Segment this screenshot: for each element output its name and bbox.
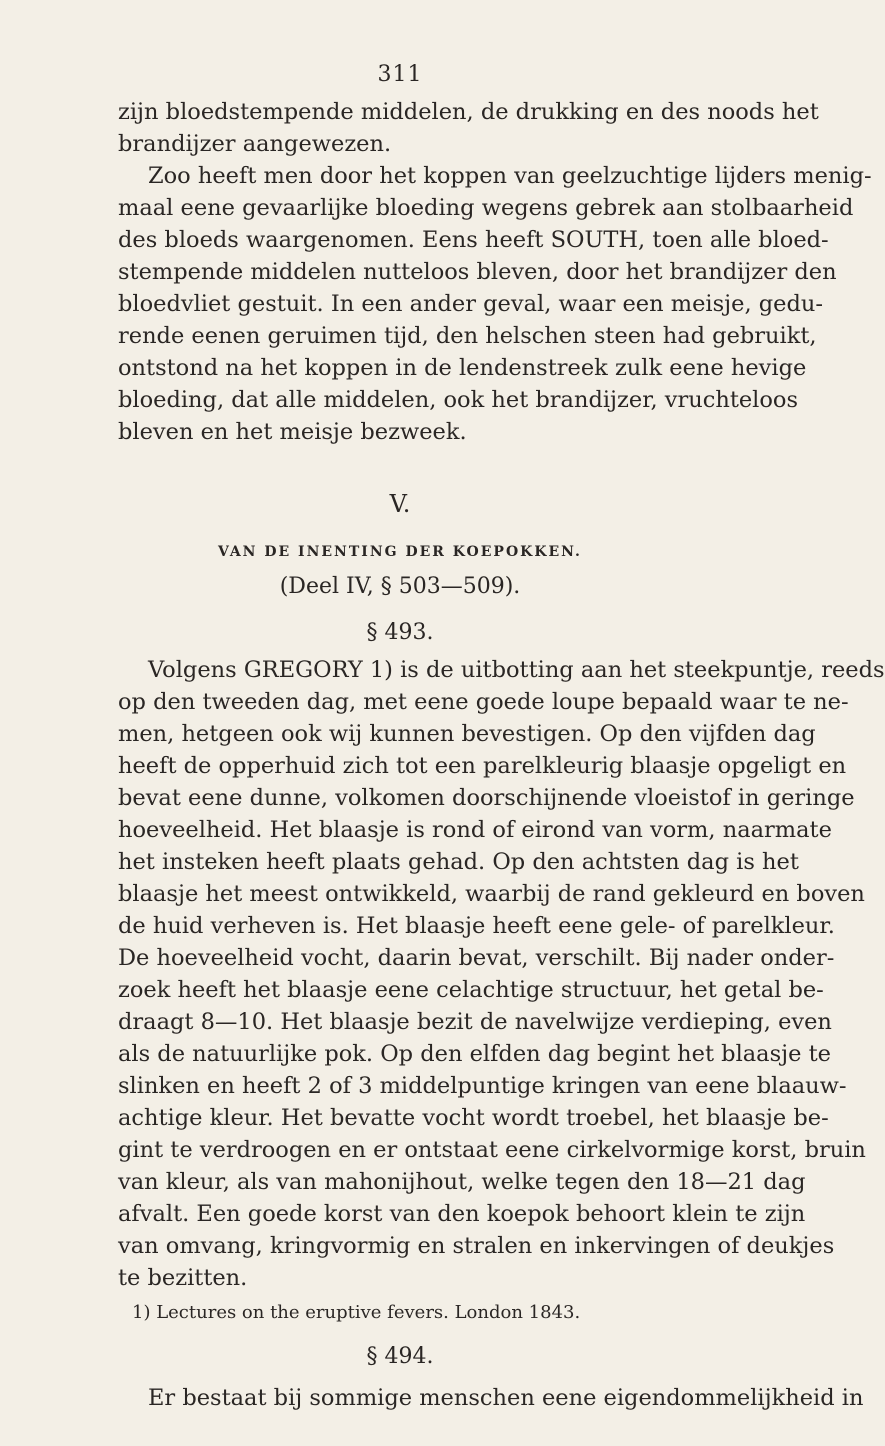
text-line: gint te verdroogen en er ontstaat eene cirkelvormige korst, bruin (118, 1137, 866, 1163)
text-line: slinken en heeft 2 of 3 middelpuntige kringen van eene blaauw- (118, 1073, 847, 1099)
text-line: van omvang, kringvormig en stralen en inkervingen of deukjes (118, 1233, 835, 1259)
text-line: brandijzer aangewezen. (118, 131, 392, 157)
paragraph-number: § 494. (366, 1344, 434, 1369)
section-number: V. (389, 490, 411, 518)
text-line: Zoo heeft men door het koppen van geelzuchtige lijders menig- (148, 163, 872, 189)
text-line: stempende middelen nutteloos bleven, door het brandijzer den (118, 259, 837, 285)
text-line: op den tweeden dag, met eene goede loupe bepaald waar te ne- (118, 689, 849, 715)
text-line: Er bestaat bij sommige menschen eene eigendommelijkheid in (148, 1385, 864, 1411)
text-line: hoeveelheid. Het blaasje is rond of eirond van vorm, naarmate (118, 817, 832, 843)
text-line: bloedvliet gestuit. In een ander geval, waar een meisje, gedu- (118, 291, 823, 317)
text-line: zijn bloedstempende middelen, de drukking en des noods het (118, 99, 819, 125)
text-line: afvalt. Een goede korst van den koepok behoort klein te zijn (118, 1201, 806, 1227)
text-line: bevat eene dunne, volkomen doorschijnende vloeistof in geringe (118, 785, 855, 811)
text-line: maal eene gevaarlijke bloeding wegens gebrek aan stolbaarheid (118, 195, 854, 221)
text-line: als de natuurlijke pok. Op den elfden dag begint het blaasje te (118, 1041, 831, 1067)
text-line: bloeding, dat alle middelen, ook het brandijzer, vruchteloos (118, 387, 799, 413)
text-line: heeft de opperhuid zich tot een parelkleurig blaasje opgeligt en (118, 753, 847, 779)
footnote: 1) Lectures on the eruptive fevers. London 1843. (132, 1302, 581, 1323)
text-line: te bezitten. (118, 1265, 248, 1291)
text-line: Volgens GREGORY 1) is de uitbotting aan het steekpuntje, reeds (148, 657, 885, 683)
text-line: De hoeveelheid vocht, daarin bevat, verschilt. Bij nader onder- (118, 945, 835, 971)
text-line: het insteken heeft plaats gehad. Op den achtsten dag is het (118, 849, 799, 875)
paragraph-number: § 493. (366, 620, 434, 645)
section-reference: (Deel IV, § 503—509). (279, 574, 521, 599)
text-line: bleven en het meisje bezweek. (118, 419, 467, 445)
text-line: men, hetgeen ook wij kunnen bevestigen. Op den vijfden dag (118, 721, 816, 747)
text-line: de huid verheven is. Het blaasje heeft eene gele- of parelkleur. (118, 913, 835, 939)
text-line: rende eenen geruimen tijd, den helschen steen had gebruikt, (118, 323, 817, 349)
text-line: ontstond na het koppen in de lendenstreek zulk eene hevige (118, 355, 807, 381)
text-line: van kleur, als van mahonijhout, welke tegen den 18—21 dag (118, 1169, 806, 1195)
text-line: des bloeds waargenomen. Eens heeft SOUTH, toen alle bloed- (118, 227, 829, 253)
page-number: 311 (377, 62, 423, 87)
text-line: blaasje het meest ontwikkeld, waarbij de rand gekleurd en boven (118, 881, 865, 907)
text-line: achtige kleur. Het bevatte vocht wordt troebel, het blaasje be- (118, 1105, 829, 1131)
text-line: zoek heeft het blaasje eene celachtige structuur, het getal be- (118, 977, 824, 1003)
section-title: VAN DE INENTING DER KOEPOKKEN. (218, 544, 582, 560)
text-line: draagt 8—10. Het blaasje bezit de navelwijze verdieping, even (118, 1009, 832, 1035)
